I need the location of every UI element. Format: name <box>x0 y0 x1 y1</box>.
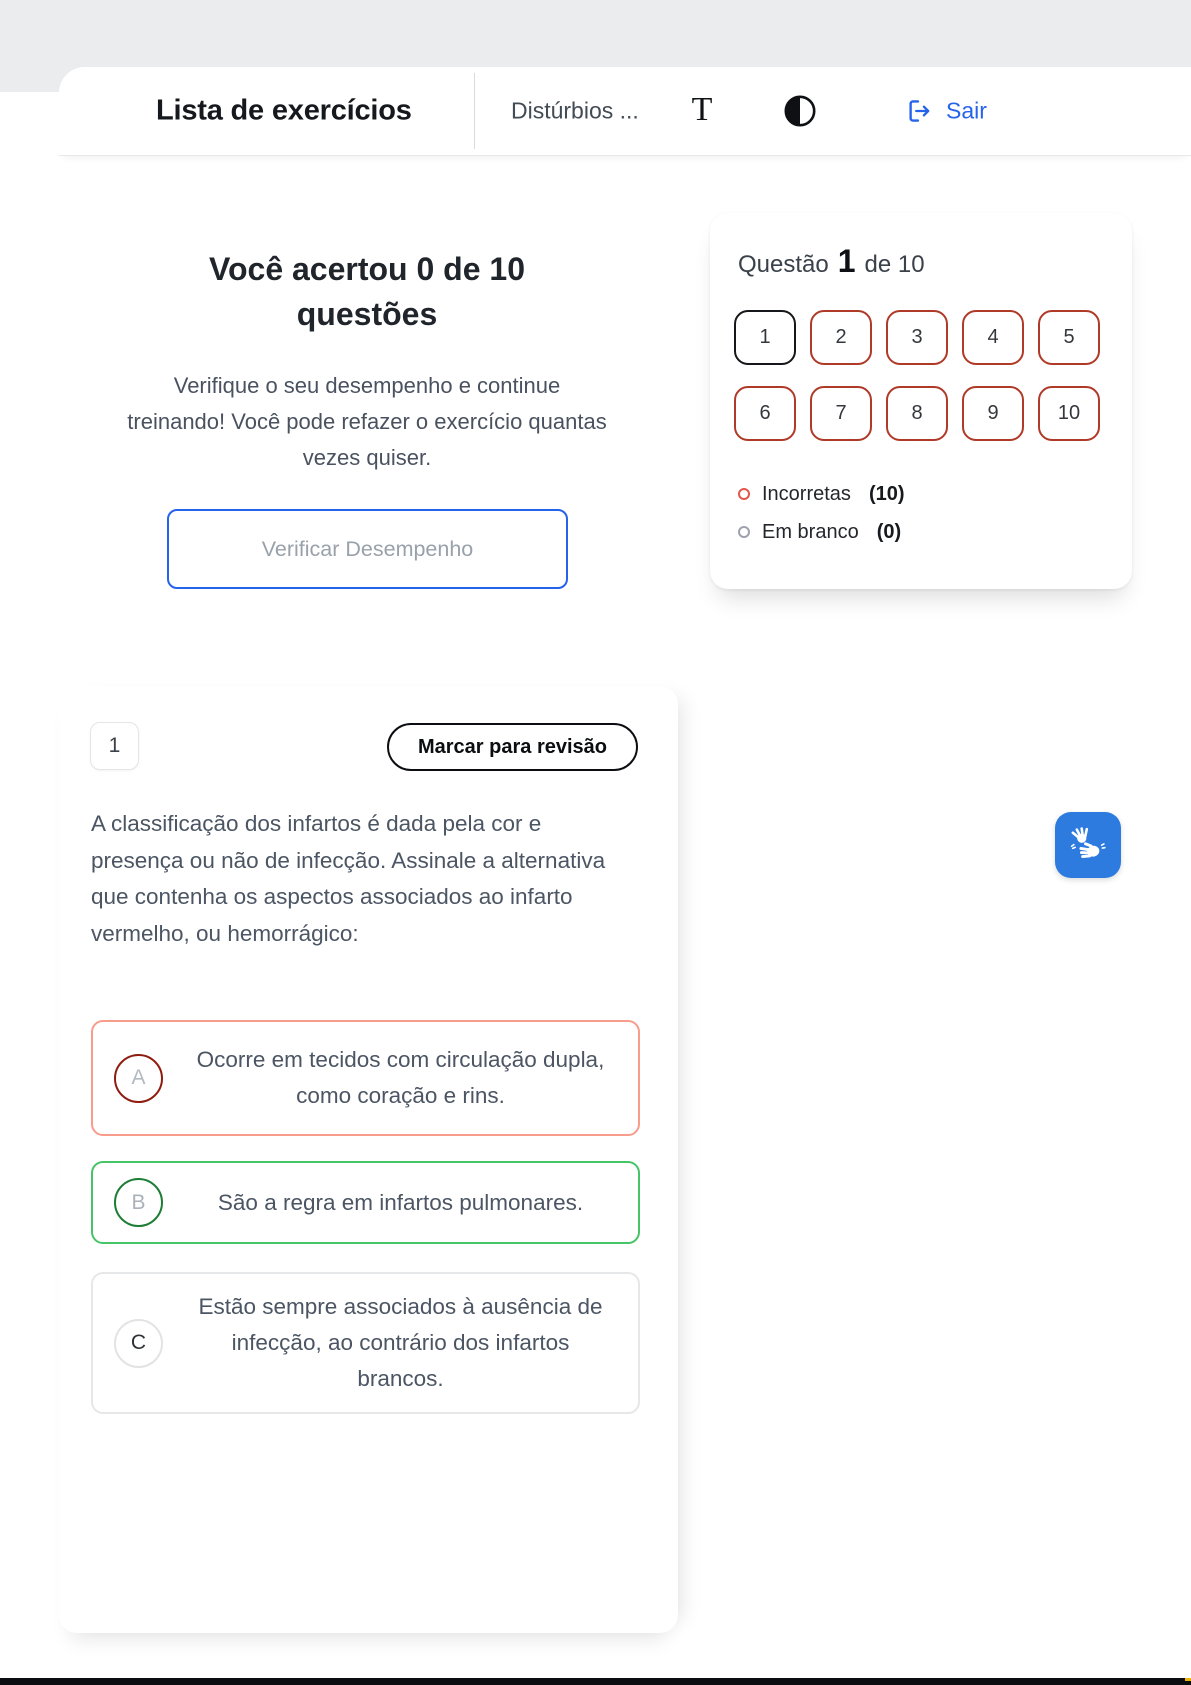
question-number-button-9[interactable]: 9 <box>962 386 1024 441</box>
summary-legend <box>738 475 905 551</box>
question-number-button-7[interactable]: 7 <box>810 386 872 441</box>
bottom-edge-bar <box>0 1678 1191 1685</box>
question-summary-card <box>710 213 1132 589</box>
question-progress <box>738 243 925 280</box>
question-number-button-8[interactable]: 8 <box>886 386 948 441</box>
option-c-letter: C <box>114 1319 163 1368</box>
question-number-button-1[interactable]: 1 <box>734 310 796 365</box>
question-number-grid <box>734 310 1100 441</box>
question-number-button-5[interactable]: 5 <box>1038 310 1100 365</box>
header-divider <box>474 73 475 149</box>
legend-label: Em branco <box>762 520 859 543</box>
legend-item-blank <box>738 513 905 551</box>
question-number-button-6[interactable]: 6 <box>734 386 796 441</box>
option-c-text: Estão sempre associados à ausência de infecção, ao contrário dos infartos brancos. <box>198 1294 603 1391</box>
mark-for-review-button[interactable]: Marcar para revisão <box>387 723 638 771</box>
blank-dot-icon <box>738 526 750 538</box>
legend-count: (0) <box>876 520 902 543</box>
question-number-button-4[interactable]: 4 <box>962 310 1024 365</box>
page-title: Lista de exercícios <box>156 94 412 127</box>
options-list <box>91 1020 640 1414</box>
option-a-text: Ocorre em tecidos com circulação dupla, como coração e rins. <box>196 1047 605 1108</box>
libras-hands-icon <box>1065 822 1111 868</box>
question-number-badge: 1 <box>90 722 139 770</box>
legend-label: Incorretas <box>762 482 851 505</box>
question-text: A classificação dos infartos é dada pela cor e presença ou não de infecção. Assinale a alternativa que contenha os aspectos associados ao infarto vermelho, ou hemorrágico: <box>91 811 606 946</box>
option-a-letter: A <box>114 1054 163 1103</box>
option-a[interactable] <box>91 1020 640 1136</box>
question-total-label: de 10 <box>864 251 925 278</box>
libras-accessibility-button[interactable] <box>1055 812 1121 878</box>
legend-count: (10) <box>868 482 905 505</box>
bottom-edge-accent <box>1185 1678 1191 1681</box>
question-current-number: 1 <box>837 243 856 279</box>
verify-performance-button[interactable]: Verificar Desempenho <box>167 509 568 589</box>
logout-button[interactable] <box>905 98 987 125</box>
question-number-button-3[interactable]: 3 <box>886 310 948 365</box>
option-b-letter: B <box>114 1178 163 1227</box>
option-b[interactable] <box>91 1161 640 1244</box>
option-c[interactable] <box>91 1272 640 1414</box>
legend-item-incorrect <box>738 475 905 513</box>
option-b-text: São a regra em infartos pulmonares. <box>217 1189 584 1215</box>
contrast-icon[interactable] <box>783 94 817 128</box>
font-size-icon[interactable]: T <box>691 91 713 129</box>
question-card <box>59 686 678 1633</box>
app-header <box>59 67 1191 156</box>
logout-label: Sair <box>946 97 987 124</box>
incorrect-dot-icon <box>738 488 750 500</box>
course-name-label: Distúrbios ... <box>511 97 639 124</box>
question-number-button-2[interactable]: 2 <box>810 310 872 365</box>
logout-icon <box>905 98 932 125</box>
results-title: Você acertou 0 de 10 questões <box>209 251 525 332</box>
question-number-button-10[interactable]: 10 <box>1038 386 1100 441</box>
question-label: Questão <box>738 251 829 278</box>
results-subtitle: Verifique o seu desempenho e continue treinando! Você pode refazer o exercício quantas vezes quiser. <box>127 373 607 470</box>
